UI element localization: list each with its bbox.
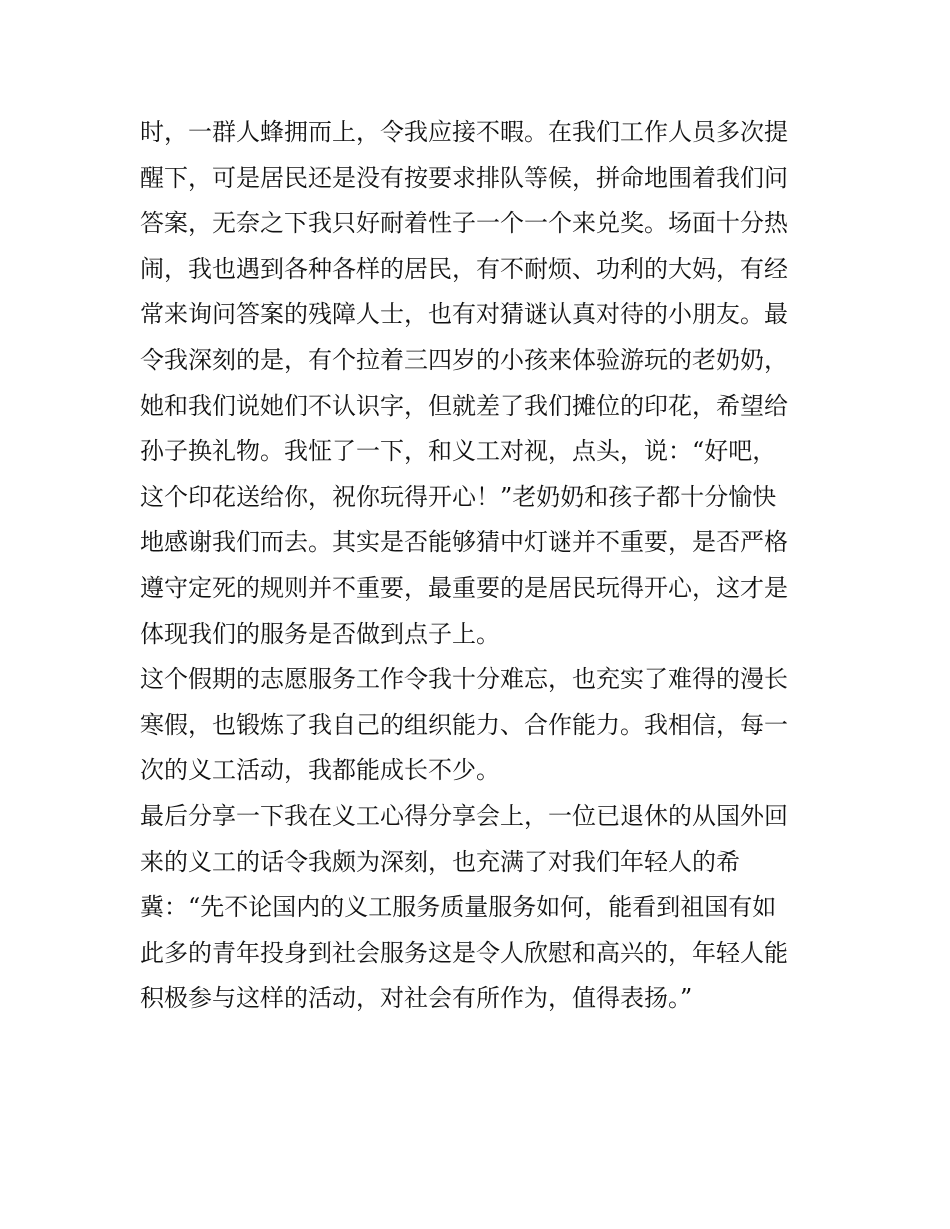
text-line: 时，一群人蜂拥而上，令我应接不暇。在我们工作人员多次提 — [140, 118, 788, 146]
text-line: 醒下，可是居民还是没有按要求排队等候，拼命地围着我们问 — [140, 163, 788, 192]
text-line: 寒假，也锻炼了我自己的组织能力、合作能力。我相信，每一 — [140, 710, 788, 739]
text-line: 此多的青年投身到社会服务这是令人欣慰和高兴的，年轻人能 — [140, 938, 788, 967]
text-line: 她和我们说她们不认识字，但就差了我们摊位的印花，希望给 — [140, 391, 788, 420]
text-line: 遵守定死的规则并不重要，最重要的是居民玩得开心，这才是 — [140, 573, 788, 602]
text-line: 来的义工的话令我颇为深刻，也充满了对我们年轻人的希 — [140, 847, 740, 876]
text-line: 次的义工活动，我都能成长不少。 — [140, 756, 500, 785]
text-line: 常来询问答案的残障人士，也有对猜谜认真对待的小朋友。最 — [140, 300, 788, 329]
text-line: 这个印花送给你，祝你玩得开心！”老奶奶和孩子都十分愉快 — [140, 482, 777, 511]
text-line: 冀：“先不论国内的义工服务质量服务如何，能看到祖国有如 — [140, 893, 777, 922]
text-line: 孙子换礼物。我怔了一下，和义工对视，点头，说：“好吧， — [140, 437, 777, 466]
text-line: 地感谢我们而去。其实是否能够猜中灯谜并不重要，是否严格 — [140, 528, 788, 557]
text-line: 积极参与这样的活动，对社会有所作为，值得表扬。” — [140, 984, 693, 1013]
text-line: 答案，无奈之下我只好耐着性子一个一个来兑奖。场面十分热 — [140, 209, 788, 238]
text-line: 体现我们的服务是否做到点子上。 — [140, 619, 500, 648]
text-line: 这个假期的志愿服务工作令我十分难忘，也充实了难得的漫长 — [140, 665, 788, 694]
text-line: 令我深刻的是，有个拉着三四岁的小孩来体验游玩的老奶奶， — [140, 345, 788, 374]
text-line: 最后分享一下我在义工心得分享会上，一位已退休的从国外回 — [140, 801, 788, 830]
body-text — [140, 110, 830, 1022]
text-line: 闹，我也遇到各种各样的居民，有不耐烦、功利的大妈，有经 — [140, 254, 788, 283]
